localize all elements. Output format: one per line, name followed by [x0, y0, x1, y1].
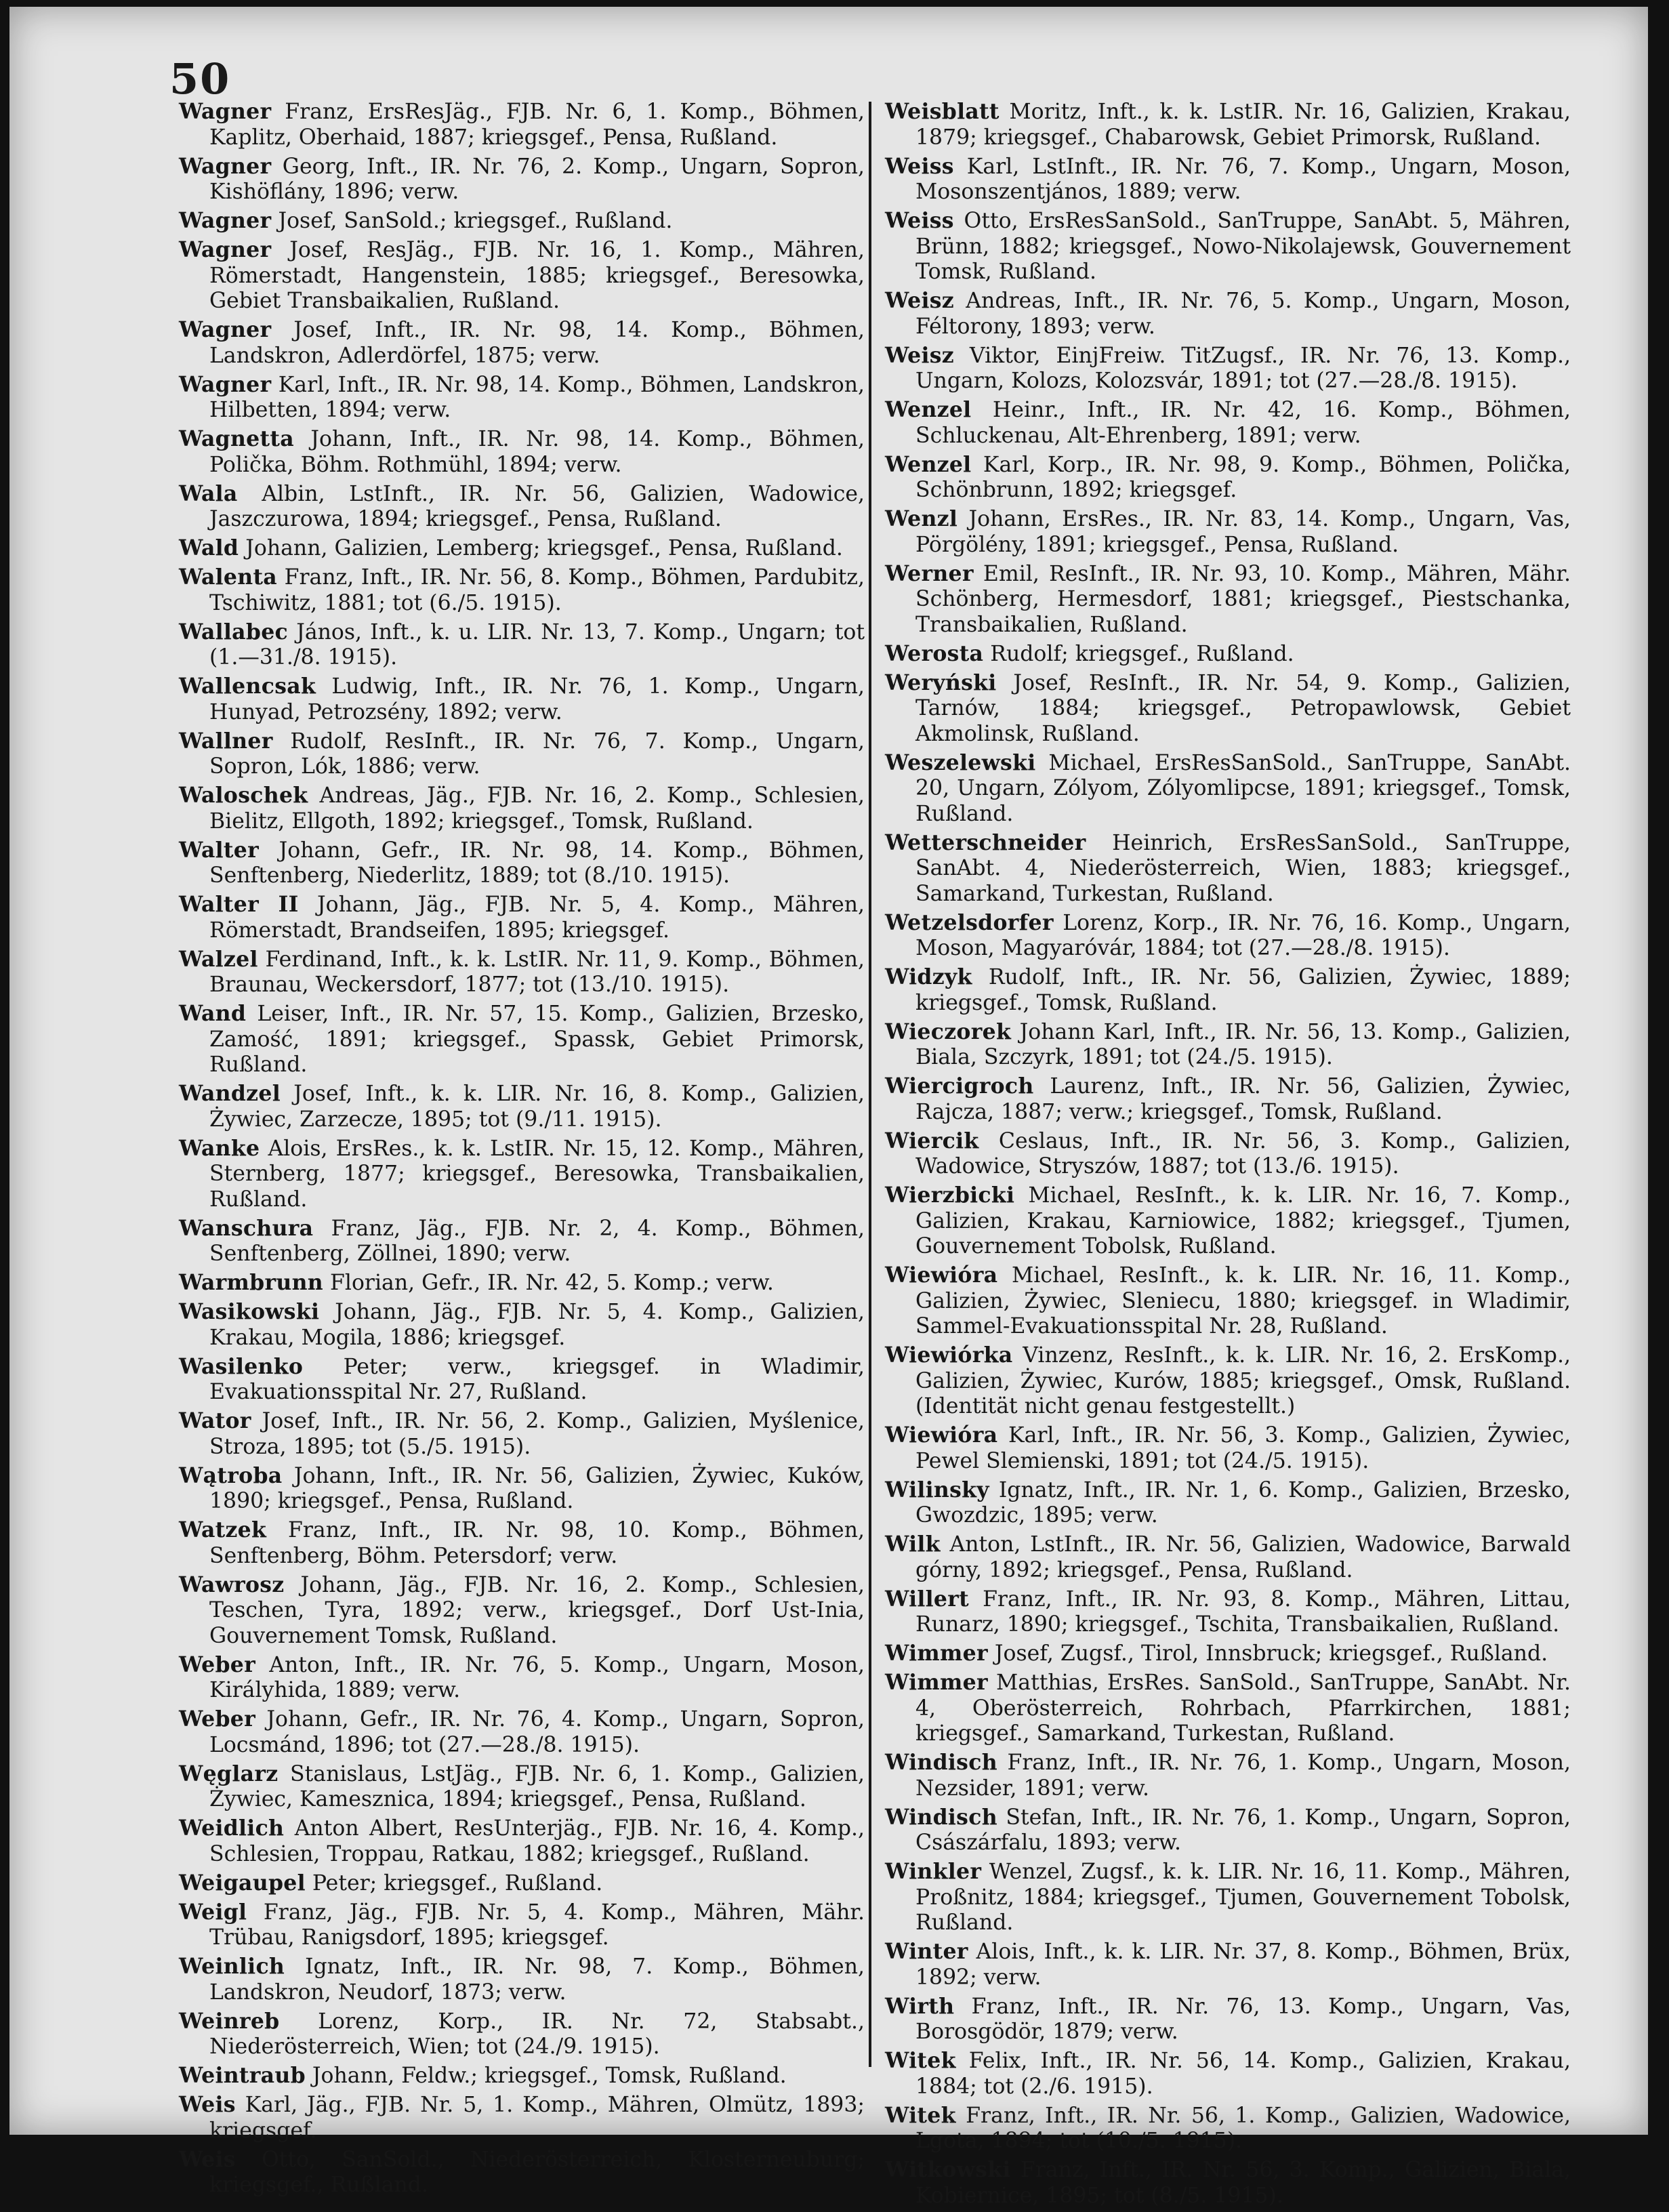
entry-surname: Wagner — [179, 99, 272, 124]
entry-surname: Wirth — [885, 1993, 955, 2019]
entry-surname: Wiewiórka — [885, 1343, 1013, 1368]
casualty-entry — [179, 619, 865, 671]
casualty-entry — [885, 1019, 1571, 1071]
casualty-entry — [179, 426, 865, 478]
casualty-entry — [179, 1572, 865, 1650]
entry-surname: Watzek — [179, 1517, 267, 1542]
entry-surname: Wasikowski — [179, 1299, 320, 1324]
entry-surname: Wald — [179, 535, 239, 560]
entry-details: Rudolf; kriegsgef., Rußland. — [990, 641, 1294, 666]
casualty-entry — [179, 565, 865, 616]
entry-details: Franz, Jäg., FJB. Nr. 5, 4. Komp., Mähren, Mähr. Trübau, Ranigsdorf, 1895; kriegsgef. — [209, 1900, 865, 1950]
casualty-entry — [179, 1299, 865, 1351]
entry-surname: Wieczorek — [885, 1019, 1012, 1044]
casualty-entry — [179, 1900, 865, 1951]
casualty-entry — [179, 1954, 865, 2005]
casualty-entry — [885, 1586, 1571, 1638]
entry-details: Karl, LstInft., IR. Nr. 76, 7. Komp., Ungarn, Moson, Mosonszentjános, 1889; verw. — [915, 154, 1571, 204]
entry-details: Stefan, Inft., IR. Nr. 76, 1. Komp., Ungarn, Sopron, Császárfalu, 1893; verw. — [915, 1805, 1571, 1855]
entry-details: Karl, Jäg., FJB. Nr. 5, 1. Komp., Mähren, Olmütz, 1893; kriegsgef. — [209, 2093, 865, 2143]
entry-details: Johann, Jäg., FJB. Nr. 5, 4. Komp., Galizien, Krakau, Mogila, 1886; kriegsgef. — [209, 1300, 865, 1350]
entry-details: Josef, SanSold.; kriegsgef., Rußland. — [278, 209, 673, 233]
entry-details: Karl, Inft., IR. Nr. 98, 14. Komp., Böhmen, Landskron, Hilbetten, 1894; verw. — [209, 372, 865, 422]
entry-details: Alois, ErsRes., k. k. LstIR. Nr. 15, 12. Komp., Mähren, Sternberg, 1877; kriegsgef., Beresowka, Transbaikalien, Rußland. — [209, 1136, 865, 1212]
casualty-entry — [885, 99, 1571, 150]
entry-details: Ceslaus, Inft., IR. Nr. 56, 3. Komp., Galizien, Wadowice, Stryszów, 1887; tot (13./6. 1915). — [915, 1128, 1571, 1179]
entry-surname: Wagner — [179, 153, 272, 179]
entry-details: Albin, LstInft., IR. Nr. 56, Galizien, Wadowice, Jaszczurowa, 1894; kriegsgef., Pensa, Rußland. — [209, 481, 865, 531]
casualty-entry — [885, 750, 1571, 827]
casualty-entry — [179, 2147, 865, 2198]
entry-details: Otto, ErsResSanSold., SanTruppe, SanAbt. 5, Mähren, Brünn, 1882; kriegsgef., Nowo-Nikolajewsk, Gouvernement Tomsk, Rußland. — [915, 209, 1571, 284]
entry-surname: Walzel — [179, 946, 258, 972]
casualty-entry — [179, 1463, 865, 1515]
casualty-entry — [179, 372, 865, 424]
entry-details: Ignatz, Inft., IR. Nr. 1, 6. Komp., Galizien, Brzesko, Gwozdzic, 1895; verw. — [915, 1477, 1571, 1528]
entry-surname: Weryński — [885, 670, 997, 695]
entry-surname: Wiercigroch — [885, 1073, 1034, 1099]
entry-details: Franz, Inft., IR. Nr. 56, 3. Komp., Galizien, Biala, Kobiernice, 1895; tot (8./5. 1915). — [915, 2158, 1571, 2208]
entry-details: Matthias, ErsRes. SanSold., SanTruppe, SanAbt. Nr. 4, Oberösterreich, Rohrbach, Pfarrkirchen, 1881; kriegsgef., Samarkand, Turkestan, Rußland. — [915, 1671, 1571, 1746]
entry-surname: Wiercik — [885, 1128, 979, 1153]
casualty-entry — [179, 1706, 865, 1758]
casualty-entry — [179, 1136, 865, 1213]
casualty-entry — [885, 1859, 1571, 1936]
casualty-entry — [885, 1263, 1571, 1340]
entry-surname: Wagner — [179, 371, 272, 397]
entry-surname: Wilinsky — [885, 1477, 989, 1502]
entry-details: Franz, Jäg., FJB. Nr. 2, 4. Komp., Böhmen, Senftenberg, Zöllnei, 1890; verw. — [209, 1216, 865, 1266]
entry-details: Josef, Inft., IR. Nr. 56, 2. Komp., Galizien, Myślenice, Stroza, 1895; tot (5./5. 1915). — [209, 1409, 865, 1459]
entry-details: Peter; verw., kriegsgef. in Wladimir, Evakuationsspital Nr. 27, Rußland. — [209, 1354, 865, 1404]
casualty-entry — [885, 1670, 1571, 1747]
entry-details: Michael, ResInft., k. k. LIR. Nr. 16, 11. Komp., Galizien, Żywiec, Sleniecu, 1880; kriegsgef. in Wladimir, Sammel-Evakuationsspital Nr. 28, Rußland. — [915, 1263, 1571, 1338]
casualty-entry — [885, 1641, 1571, 1667]
casualty-entry — [179, 2092, 865, 2144]
entry-surname: Wawrosz — [179, 1572, 285, 1597]
entry-surname: Witek — [885, 2048, 956, 2073]
casualty-entry — [885, 1343, 1571, 1420]
entry-surname: Weis — [179, 2146, 236, 2172]
entry-surname: Weinlich — [179, 1954, 285, 1979]
entry-details: Lorenz, Korp., IR. Nr. 76, 16. Komp., Ungarn, Moson, Magyaróvár, 1884; tot (27.—28./8. 1915). — [915, 910, 1571, 960]
entry-details: Alois, Inft., k. k. LIR. Nr. 37, 8. Komp., Böhmen, Brüx, 1892; verw. — [915, 1940, 1571, 1990]
casualty-entry — [885, 964, 1571, 1016]
casualty-entry — [179, 892, 865, 943]
entry-surname: Wetterschneider — [885, 830, 1086, 855]
casualty-entry — [179, 317, 865, 369]
entry-details: Emil, ResInft., IR. Nr. 93, 10. Komp., Mähren, Mähr. Schönberg, Hermesdorf, 1881; kriegsgef., Piestschanka, Transbaikalien, Rußland. — [915, 561, 1571, 637]
entry-surname: Weber — [179, 1706, 256, 1732]
casualty-entry — [179, 1270, 865, 1296]
left-column — [179, 99, 865, 2201]
casualty-entry — [179, 154, 865, 205]
entry-surname: Weintraub — [179, 2063, 306, 2088]
casualty-entry — [179, 2063, 865, 2089]
casualty-entry — [885, 343, 1571, 394]
entry-details: Laurenz, Inft., IR. Nr. 56, Galizien, Żywiec, Rajcza, 1887; verw.; kriegsgef., Tomsk, Rußland. — [915, 1074, 1571, 1124]
entry-surname: Wala — [179, 480, 238, 506]
entry-surname: Wasilenko — [179, 1353, 304, 1379]
casualty-entry — [179, 1816, 865, 1867]
entry-surname: Wandzel — [179, 1081, 281, 1106]
casualty-entry — [885, 561, 1571, 638]
entry-details: Heinrich, ErsResSanSold., SanTruppe, SanAbt. 4, Niederösterreich, Wien, 1883; kriegsgef., Samarkand, Turkestan, Rußland. — [915, 830, 1571, 906]
entry-details: Ignatz, Inft., IR. Nr. 98, 7. Komp., Böhmen, Landskron, Neudorf, 1873; verw. — [209, 1954, 865, 2005]
casualty-entry — [179, 1761, 865, 1813]
casualty-entry — [179, 674, 865, 725]
entry-surname: Weiss — [885, 208, 954, 233]
entry-surname: Winkler — [885, 1859, 982, 1884]
casualty-entry — [179, 1001, 865, 1078]
entry-details: Johann, Jäg., FJB. Nr. 5, 4. Komp., Mähren, Römerstadt, Brandseifen, 1895; kriegsgef. — [209, 893, 865, 943]
entry-details: Andreas, Inft., IR. Nr. 76, 5. Komp., Ungarn, Moson, Féltorony, 1893; verw. — [915, 289, 1571, 339]
entry-details: Anton, Inft., IR. Nr. 76, 5. Komp., Ungarn, Moson, Királyhida, 1889; verw. — [209, 1652, 865, 1702]
entry-details: Leiser, Inft., IR. Nr. 57, 15. Komp., Galizien, Brzesko, Zamość, 1891; kriegsgef., Spassk, Gebiet Primorsk, Rußland. — [209, 1002, 865, 1077]
entry-surname: Weszelewski — [885, 750, 1036, 775]
column-divider — [869, 102, 871, 2067]
entry-details: Josef, Inft., k. k. LIR. Nr. 16, 8. Komp., Galizien, Żywiec, Zarzecze, 1895; tot (9./11. 1915). — [209, 1082, 865, 1132]
entry-surname: Wagnetta — [179, 426, 294, 451]
entry-surname: Weisz — [885, 288, 954, 313]
entry-surname: Weisz — [885, 342, 954, 368]
entry-surname: Weidlich — [179, 1816, 285, 1841]
casualty-entry — [885, 2103, 1571, 2154]
entry-surname: Wenzl — [885, 506, 958, 531]
casualty-entry — [179, 1517, 865, 1569]
casualty-entry — [885, 641, 1571, 668]
casualty-entry — [885, 670, 1571, 747]
entry-surname: Wierzbicki — [885, 1183, 1015, 1208]
casualty-entry — [179, 1652, 865, 1704]
entry-details: Florian, Gefr., IR. Nr. 42, 5. Komp.; verw. — [330, 1271, 774, 1295]
entry-details: Ferdinand, Inft., k. k. LstIR. Nr. 11, 9. Komp., Böhmen, Braunau, Weckersdorf, 1877; tot (13./10. 1915). — [209, 947, 865, 997]
entry-surname: Wallabec — [179, 619, 289, 644]
casualty-entry — [885, 288, 1571, 340]
entry-details: Stanislaus, LstJäg., FJB. Nr. 6, 1. Komp., Galizien, Żywiec, Kamesznica, 1894; kriegsgef., Pensa, Rußland. — [209, 1761, 865, 1811]
entry-surname: Weiss — [885, 153, 954, 179]
casualty-entry — [179, 838, 865, 889]
entry-surname: Wenzel — [885, 397, 972, 422]
casualty-entry — [885, 208, 1571, 285]
casualty-entry — [179, 237, 865, 314]
entry-details: Josef, ResJäg., FJB. Nr. 16, 1. Komp., Mähren, Römerstadt, Hangenstein, 1885; kriegsgef., Beresowka, Gebiet Transbaikalien, Rußland. — [209, 238, 865, 313]
entry-surname: Walenta — [179, 565, 278, 590]
entry-surname: Werner — [885, 560, 974, 586]
entry-surname: Windisch — [885, 1804, 997, 1830]
entry-details: Rudolf, Inft., IR. Nr. 56, Galizien, Żywiec, 1889; kriegsgef., Tomsk, Rußland. — [915, 965, 1571, 1015]
casualty-entry — [885, 397, 1571, 449]
entry-surname: Waloschek — [179, 783, 308, 808]
entry-surname: Witkowski — [885, 2157, 1011, 2182]
casualty-entry — [179, 1081, 865, 1132]
entry-surname: Willert — [885, 1586, 970, 1612]
entry-details: Franz, Inft., IR. Nr. 76, 1. Komp., Ungarn, Moson, Nezsider, 1891; verw. — [915, 1750, 1571, 1801]
entry-details: Georg, Inft., IR. Nr. 76, 2. Komp., Ungarn, Sopron, Kishöflány, 1896; verw. — [209, 154, 865, 204]
entry-details: Viktor, EinjFreiw. TitZugsf., IR. Nr. 76, 13. Komp., Ungarn, Kolozs, Kolozsvár, 1891; tot (27.—28./8. 1915). — [915, 343, 1571, 393]
casualty-entry — [179, 729, 865, 780]
casualty-entry — [885, 1183, 1571, 1260]
entry-details: Michael, ResInft., k. k. LIR. Nr. 16, 7. Komp., Galizien, Krakau, Karniowice, 1882; kriegsgef., Tjumen, Gouvernement Tobolsk, Rußland. — [915, 1183, 1571, 1258]
casualty-entry — [885, 2048, 1571, 2100]
entry-details: Josef, Inft., IR. Nr. 98, 14. Komp., Böhmen, Landskron, Adlerdörfel, 1875; verw. — [209, 318, 865, 368]
casualty-entry — [885, 1422, 1571, 1474]
page-number: 50 — [169, 54, 231, 104]
casualty-entry — [885, 830, 1571, 907]
casualty-entry — [179, 1870, 865, 1897]
entry-details: Franz, Inft., IR. Nr. 76, 13. Komp., Ungarn, Vas, Borosgödör, 1879; verw. — [915, 1994, 1571, 2044]
casualty-entry — [885, 2157, 1571, 2209]
casualty-entry — [179, 99, 865, 150]
entry-surname: Weigaupel — [179, 1870, 306, 1896]
entry-surname: Wiewióra — [885, 1263, 998, 1288]
entry-details: Josef, ResInft., IR. Nr. 54, 9. Komp., Galizien, Tarnów, 1884; kriegsgef., Petropawlowsk, Gebiet Akmolinsk, Rußland. — [915, 670, 1571, 746]
entry-surname: Wallner — [179, 728, 273, 754]
entry-details: Johann, Feldw.; kriegsgef., Tomsk, Rußland. — [312, 2064, 787, 2088]
casualty-entry — [885, 1073, 1571, 1125]
entry-surname: Wimmer — [885, 1641, 988, 1666]
entry-details: Andreas, Jäg., FJB. Nr. 16, 2. Komp., Schlesien, Bielitz, Ellgoth, 1892; kriegsgef., Tomsk, Rußland. — [209, 783, 865, 834]
entry-surname: Wator — [179, 1408, 251, 1433]
entry-details: Johann, Jäg., FJB. Nr. 16, 2. Komp., Schlesien, Teschen, Tyra, 1892; verw., kriegsgef., Dorf Ust-Inia, Gouvernement Tomsk, Rußland. — [209, 1572, 865, 1648]
casualty-entry — [179, 783, 865, 834]
casualty-entry — [179, 481, 865, 533]
casualty-entry — [179, 2009, 865, 2060]
casualty-entry — [179, 208, 865, 234]
entry-surname: Weinreb — [179, 2008, 280, 2034]
casualty-entry — [179, 947, 865, 998]
entry-details: Anton Albert, ResUnterjäg., FJB. Nr. 16, 4. Komp., Schlesien, Troppau, Ratkau, 1882; kriegsgef., Rußland. — [209, 1816, 865, 1866]
entry-details: Franz, Inft., IR. Nr. 56, 1. Komp., Galizien, Wadowice, Lgota, 1894; tot (10./5. 1915). — [915, 2103, 1571, 2153]
entry-details: Johann, Gefr., IR. Nr. 98, 14. Komp., Böhmen, Senftenberg, Niederlitz, 1889; tot (8./10. 1915). — [209, 838, 865, 888]
entry-surname: Witek — [885, 2102, 956, 2128]
entry-details: Anton, LstInft., IR. Nr. 56, Galizien, Wadowice, Barwald górny, 1892; kriegsgef., Pensa, Rußland. — [915, 1532, 1571, 1582]
casualty-entry — [885, 506, 1571, 558]
entry-surname: Wagner — [179, 208, 272, 233]
entry-surname: Wanke — [179, 1135, 260, 1161]
entry-details: Josef, Zugsf., Tirol, Innsbruck; kriegsgef., Rußland. — [994, 1641, 1548, 1666]
casualty-entry — [179, 1354, 865, 1406]
entry-details: Lorenz, Korp., IR. Nr. 72, Stabsabt., Niederösterreich, Wien; tot (24./9. 1915). — [209, 2009, 865, 2059]
casualty-entry — [885, 1994, 1571, 2045]
entry-surname: Wilk — [885, 1532, 941, 1557]
entry-details: Johann, Gefr., IR. Nr. 76, 4. Komp., Ungarn, Sopron, Locsmánd, 1896; tot (27.—28./8. 1915). — [209, 1707, 865, 1757]
entry-details: Johann, ErsRes., IR. Nr. 83, 14. Komp., Ungarn, Vas, Pörgölény, 1891; kriegsgef., Pensa, Rußland. — [915, 507, 1571, 557]
entry-details: Moritz, Inft., k. k. LstIR. Nr. 16, Galizien, Krakau, 1879; kriegsgef., Chabarowsk, Gebiet Primorsk, Rußland. — [915, 100, 1571, 150]
entry-surname: Wiewióra — [885, 1422, 998, 1448]
entry-details: Wenzel, Zugsf., k. k. LIR. Nr. 16, 11. Komp., Mähren, Proßnitz, 1884; kriegsgef., Tjumen, Gouvernement Tobolsk, Rußland. — [915, 1860, 1571, 1935]
entry-surname: Wand — [179, 1001, 247, 1026]
entry-details: Heinr., Inft., IR. Nr. 42, 16. Komp., Böhmen, Schluckenau, Alt-Ehrenberg, 1891; verw. — [915, 398, 1571, 448]
entry-surname: Wenzel — [885, 451, 972, 477]
entry-details: Peter; kriegsgef., Rußland. — [312, 1870, 603, 1896]
entry-details: Johann, Inft., IR. Nr. 56, Galizien, Żywiec, Kuków, 1890; kriegsgef., Pensa, Rußland. — [209, 1463, 865, 1513]
entry-surname: Weigl — [179, 1899, 247, 1925]
entry-details: Karl, Inft., IR. Nr. 56, 3. Komp., Galizien, Żywiec, Pewel Slemienski, 1891; tot (24./5. 1915). — [915, 1423, 1571, 1473]
entry-details: Felix, Inft., IR. Nr. 56, 14. Komp., Galizien, Krakau, 1884; tot (2./6. 1915). — [915, 2049, 1571, 2099]
entry-surname: Windisch — [885, 1750, 997, 1775]
entry-details: Vinzenz, ResInft., k. k. LIR. Nr. 16, 2. ErsKomp., Galizien, Żywiec, Kurów, 1885; kriegsgef., Omsk, Rußland. (Identität nicht genau festgestellt.) — [915, 1343, 1571, 1418]
entry-surname: Wetzelsdorfer — [885, 909, 1054, 935]
entry-surname: Weber — [179, 1652, 256, 1677]
casualty-entry — [885, 1128, 1571, 1180]
casualty-entry — [179, 1216, 865, 1267]
entry-details: Johann Karl, Inft., IR. Nr. 56, 13. Komp., Galizien, Biala, Szczyrk, 1891; tot (24./5. 1915). — [915, 1019, 1571, 1069]
entry-surname: Weisblatt — [885, 99, 1000, 124]
casualty-entry — [885, 154, 1571, 205]
entry-details: Franz, Inft., IR. Nr. 98, 10. Komp., Böhmen, Senftenberg, Böhm. Petersdorf; verw. — [209, 1518, 865, 1568]
casualty-entry — [885, 1805, 1571, 1856]
entry-surname: Widzyk — [885, 964, 972, 989]
casualty-entry — [885, 1750, 1571, 1801]
entry-surname: Walter II — [179, 892, 299, 917]
entry-surname: Wagner — [179, 237, 272, 262]
entry-surname: Walter — [179, 837, 260, 863]
entry-details: Johann, Galizien, Lemberg; kriegsgef., Pensa, Rußland. — [245, 536, 843, 560]
entry-surname: Wątroba — [179, 1462, 283, 1488]
entry-surname: Winter — [885, 1939, 968, 1964]
casualty-entry — [179, 1408, 865, 1460]
entry-details: Johann, Inft., IR. Nr. 98, 14. Komp., Böhmen, Polička, Böhm. Rothmühl, 1894; verw. — [209, 427, 865, 477]
casualty-entry — [885, 1477, 1571, 1529]
casualty-entry — [179, 535, 865, 562]
entry-details: Franz, Inft., IR. Nr. 93, 8. Komp., Mähren, Littau, Runarz, 1890; kriegsgef., Tschita, Transbaikalien, Rußland. — [915, 1586, 1571, 1637]
entry-surname: Wagner — [179, 317, 272, 342]
entry-details: Michael, ErsResSanSold., SanTruppe, SanAbt. 20, Ungarn, Zólyom, Zólyomlipcse, 1891; kriegsgef., Tomsk, Rußland. — [915, 750, 1571, 826]
entry-surname: Werosta — [885, 640, 984, 666]
entry-surname: Wanschura — [179, 1215, 314, 1241]
entry-surname: Wallencsak — [179, 674, 316, 699]
entry-details: Otto, SanSold., Niederösterreich, Klosterneuburg; kriegsgef., Rußland. — [209, 2147, 865, 2197]
right-column — [885, 99, 1571, 2212]
entry-details: Franz, Inft., IR. Nr. 56, 8. Komp., Böhmen, Pardubitz, Tschiwitz, 1881; tot (6./5. 1915). — [209, 565, 865, 615]
entry-surname: Węglarz — [179, 1761, 279, 1786]
casualty-entry — [885, 452, 1571, 504]
entry-surname: Wimmer — [885, 1670, 988, 1695]
casualty-entry — [885, 1532, 1571, 1583]
casualty-entry — [885, 910, 1571, 962]
entry-details: János, Inft., k. u. LIR. Nr. 13, 7. Komp., Ungarn; tot (1.—31./8. 1915). — [209, 619, 865, 670]
entry-details: Franz, ErsResJäg., FJB. Nr. 6, 1. Komp., Böhmen, Kaplitz, Oberhaid, 1887; kriegsgef., Pensa, Rußland. — [209, 100, 865, 150]
entry-details: Rudolf, ResInft., IR. Nr. 76, 7. Komp., Ungarn, Sopron, Lók, 1886; verw. — [209, 729, 865, 779]
entry-surname: Warmbrunn — [179, 1270, 324, 1295]
casualty-entry — [885, 1939, 1571, 1990]
entry-details: Ludwig, Inft., IR. Nr. 76, 1. Komp., Ungarn, Hunyad, Petrozsény, 1892; verw. — [209, 674, 865, 724]
entry-surname: Weis — [179, 2092, 236, 2117]
entry-details: Karl, Korp., IR. Nr. 98, 9. Komp., Böhmen, Polička, Schönbrunn, 1892; kriegsgef. — [915, 452, 1571, 502]
